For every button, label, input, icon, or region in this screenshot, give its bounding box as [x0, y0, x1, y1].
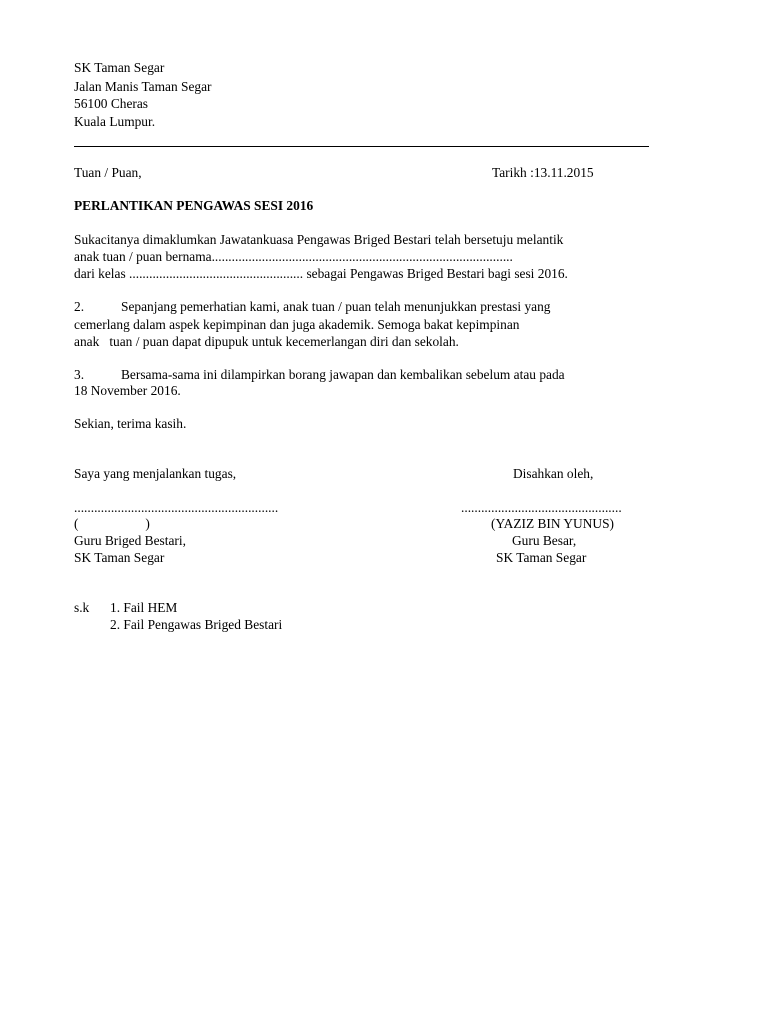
cc-label: s.k — [74, 600, 90, 615]
para2-number: 2. — [74, 299, 85, 314]
date-label: Tarikh :13.11.2015 — [492, 165, 594, 180]
para3-line1-text: Bersama-sama ini dilampirkan borang jawapan dan kembalikan sebelum atau pada — [121, 367, 565, 382]
signature-right-name: (YAZIZ BIN YUNUS) — [491, 516, 614, 531]
signature-right-heading: Disahkan oleh, — [513, 466, 594, 481]
para3-line1 — [74, 366, 565, 383]
address-line-street: Jalan Manis Taman Segar — [74, 79, 212, 94]
para2-line1 — [74, 298, 550, 315]
address-line-city: Kuala Lumpur. — [74, 114, 156, 129]
para2-line2: cemerlang dalam aspek kepimpinan dan juga akademik. Semoga bakat kepimpinan — [74, 317, 520, 332]
signature-left-heading: Saya yang menjalankan tugas, — [74, 466, 237, 481]
para1-line1: Sukacitanya dimaklumkan Jawatankuasa Pengawas Briged Bestari telah bersetuju melantik — [74, 232, 564, 247]
cc-item-fail-pengawas: 2. Fail Pengawas Briged Bestari — [110, 617, 283, 632]
signature-left-title: Guru Briged Bestari, — [74, 533, 186, 548]
header-divider — [74, 146, 649, 147]
address-line-school: SK Taman Segar — [74, 60, 165, 75]
para3-line2: 18 November 2016. — [74, 383, 181, 398]
signature-left-name: ( ) — [74, 516, 150, 531]
para2-line1-text: Sepanjang pemerhatian kami, anak tuan / puan telah menunjukkan prestasi yang — [121, 299, 551, 314]
para1-line3: dari kelas .................................................... sebagai Pengawas Briged Bestari bagi sesi 2016. — [74, 266, 568, 281]
signature-right-line: ................................................ — [461, 500, 622, 515]
para1-line2: anak tuan / puan bernama.......................................................................................... — [74, 249, 513, 264]
para3-number: 3. — [74, 367, 85, 382]
address-line-postcode: 56100 Cheras — [74, 96, 149, 111]
signature-right-title: Guru Besar, — [512, 533, 577, 548]
closing-remark: Sekian, terima kasih. — [74, 416, 187, 431]
signature-right-school: SK Taman Segar — [496, 550, 587, 565]
signature-left-school: SK Taman Segar — [74, 550, 165, 565]
subject-heading: PERLANTIKAN PENGAWAS SESI 2016 — [74, 198, 314, 213]
cc-item-fail-hem: 1. Fail HEM — [110, 600, 178, 615]
salutation: Tuan / Puan, — [74, 165, 142, 180]
signature-left-line: ............................................................. — [74, 500, 279, 515]
para2-line3: anak tuan / puan dapat dipupuk untuk kecemerlangan diri dan sekolah. — [74, 334, 459, 349]
